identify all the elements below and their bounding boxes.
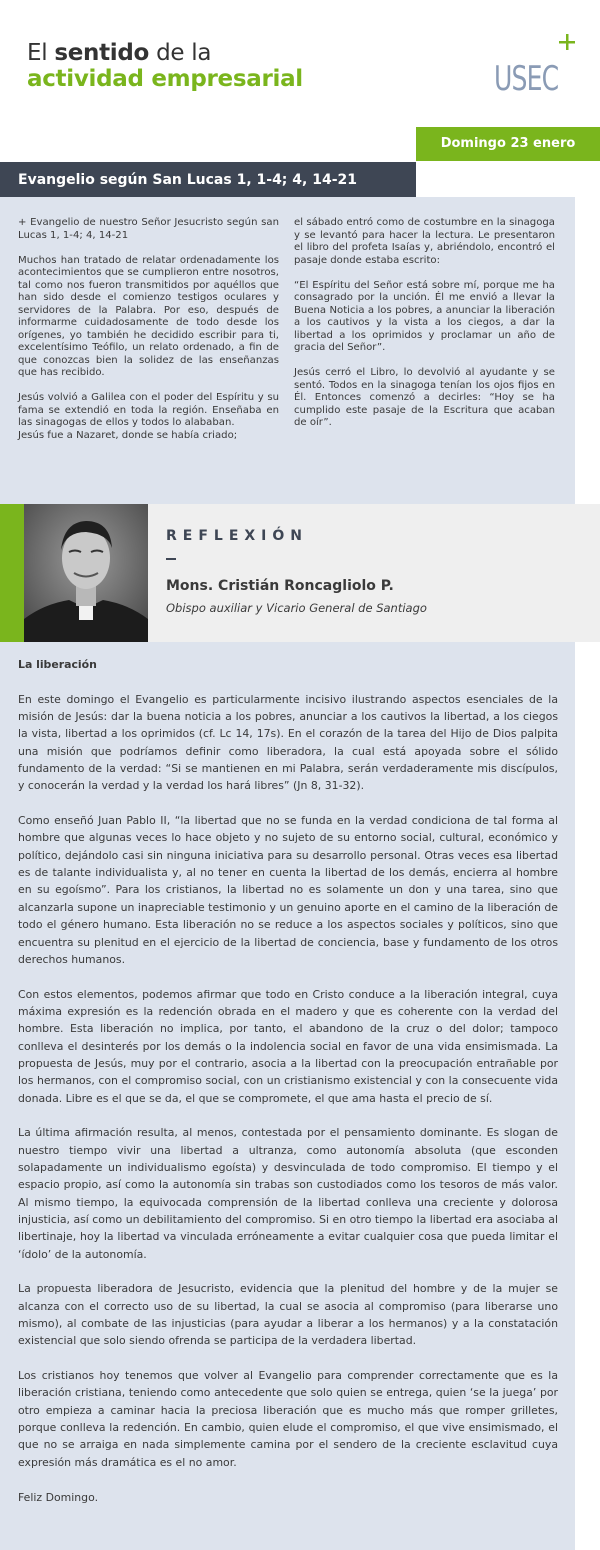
article-paragraph: Los cristianos hoy tenemos que volver al Evangelio para comprender correctamente que es la liberación cristiana, teniendo como antecedente que solo quien se entrega, quien ‘se la juega’ por otro empieza a caminar hacia la preciosa liberación que es mucho más que romper grilletes, porque conlleva la redención. En cambio, quien elude el compromiso, el que vive ensimismado, el que no se arraiga en nada simplemente camina por el sendero de la creciente esclavitud cuya expresión más dramática es el no amor.: [18, 1369, 558, 1469]
page-title: [27, 40, 303, 92]
reflection-article: [18, 656, 558, 1523]
author-photo: [24, 504, 148, 642]
accent-stripe: [0, 504, 24, 642]
author-name: Mons. Cristián Roncagliolo P.: [166, 578, 394, 594]
title-line1-pre: El: [27, 40, 55, 66]
date-banner: Domingo 23 enero: [416, 127, 600, 161]
gospel-paragraph: el sábado entró como de costumbre en la sinagoga y se levantó para hacer la lectura. Le presentaron el libro del profeta Isaías y, abriéndolo, encontró el pasaje donde estaba escrito:: [294, 217, 555, 266]
logo-plus-h: [559, 41, 575, 44]
gospel-paragraph: + Evangelio de nuestro Señor Jesucristo según san Lucas 1, 1-4; 4, 14-21: [18, 217, 279, 241]
gospel-paragraph: Jesús cerró el Libro, lo devolvió al ayudante y se sentó. Todos en la sinagoga tenían los ojos fijos en Él. Entonces comenzó a decirles: “Hoy se ha cumplido este pasaje de la Escritura que acaban de oír”.: [294, 367, 555, 428]
article-paragraph: En este domingo el Evangelio es particularmente incisivo ilustrando aspectos esenciales de la misión de Jesús: dar la buena noticia a los pobres, anunciar a los cautivos la libertad, a los ciegos la vista, libertad a los oprimidos (cf. Lc 14, 17s). En el corazón de la tarea del Hijo de Dios palpita una misión que podríamos definir como liberadora, la cual está apoyada sobre el sólido fundamento de la verdad: “Si se mantienen en mi Palabra, serán verdaderamente mis discípulos, y conocerán la verdad y la verdad los hará libres” (Jn 8, 31-32).: [18, 692, 558, 793]
gospel-paragraph: Jesús fue a Nazaret, donde se había criado;: [18, 429, 238, 441]
title-line1-post: de la: [149, 40, 212, 66]
article-paragraph: La última afirmación resulta, al menos, contestada por el pensamiento dominante. Es slogan de nuestro tiempo vivir una libertad a ultranza, como autonomía absoluta (que esconden solapadamente un individualismo egoísta) y desvinculada de todo compromiso. El tiempo y el espacio propio, así como la autonomía sin trabas son custodiados como los tesoros de más valor. Al mismo tiempo, la equivocada comprensión de la libertad conlleva una creciente y dolorosa injusticia, así como un debilitamiento del compromiso. Si en otro tiempo la libertad era asociaba al libertinaje, hoy la libertad va vinculada erróneamente a evitar cualquier cosa que pueda limitar el ‘ídolo’ de la autonomía.: [18, 1126, 558, 1261]
reflection-label: REFLEXIÓN: [166, 528, 309, 544]
title-line2: actividad empresarial: [27, 66, 303, 92]
usec-logo: [494, 34, 578, 94]
reflection-header: [0, 504, 600, 642]
gospel-paragraph: Jesús volvió a Galilea con el poder del Espíritu y su fama se extendió en toda la región. Enseñaba en las sinagogas de ellos y todos lo alababan.: [18, 392, 279, 428]
reflection-dash: [166, 558, 176, 560]
gospel-paragraph: Muchos han tratado de relatar ordenadamente los acontecimientos que se cumplieron entre nosotros, tal como nos fueron transmitidos por aquéllos que han sido desde el comienzo testigos oculares y servidores de la Palabra. Por eso, después de informarme cuidadosamente de todo desde los orígenes, yo también he decidido escribir para ti, excelentísimo Teófilo, un relato ordenado, a fin de que conozcas bien la solidez de las enseñanzas que has recibido.: [18, 254, 279, 378]
gospel-column-2: [294, 217, 555, 442]
gospel-paragraph: “El Espíritu del Señor está sobre mí, porque me ha consagrado por la unción. Él me envió a llevar la Buena Noticia a los pobres, a anunciar la liberación a los cautivos y la vista a los ciegos, a dar la libertad a los oprimidos y proclamar un año de gracia del Señor”.: [294, 279, 555, 353]
author-role: Obispo auxiliar y Vicario General de Santiago: [166, 601, 427, 615]
logo-text: USEC: [494, 59, 559, 94]
article-paragraph: La propuesta liberadora de Jesucristo, evidencia que la plenitud del hombre y de la mujer se alcanza con el correcto uso de su libertad, la cual se asocia al compromiso (para liberarse uno mismo), al combate de las injusticias (para ayudar a liberar a los hermanos) y a la constatación existencial que solo siendo ofrenda se participa de la verdadera libertad.: [18, 1282, 558, 1348]
article-subtitle: La liberación: [18, 658, 97, 671]
article-paragraph: Con estos elementos, podemos afirmar que todo en Cristo conduce a la liberación integral, cuya máxima expresión es la redención obrada en el madero y que es coherente con la verdad del hombre. Esta liberación no implica, por tanto, el abandono de la cruz o del dolor; tampoco conlleva el desinterés por los demás o la indolencia social en favor de una vida ensimismada. La propuesta de Jesús, muy por el contrario, asocia a la libertad con la preocupación entrañable por los hermanos, con el compromiso social, con un cristianismo existencial y con la consecuente vida donada. Libre es el que se da, el que se compromete, el que ama hasta el precio de sí.: [18, 987, 558, 1105]
article-paragraph: Como enseñó Juan Pablo II, “la libertad que no se funda en la verdad condiciona de tal forma al hombre que algunas veces lo hace objeto y no sujeto de su entorno social, cultural, económico y político, dejándolo casi sin ninguna iniciativa para su desarrollo personal. Otras veces esa libertad es de talante individualista y, al no tener en cuenta la libertad de los demás, encierra al hombre en su egoísmo”. Para los cristianos, la libertad no es solamente un don y una tarea, sino que alcanzarla supone un inapreciable testimonio y un genuino aporte en el camino de la liberación de todo el género humano. Esta liberación no se reduce a los aspectos sociales y políticos, sino que encuentra su plenitud en el ejercicio de la libertad de conciencia, base y fundamento de los otros derechos humanos.: [18, 814, 558, 966]
gospel-title-bar: Evangelio según San Lucas 1, 1-4; 4, 14-21: [0, 162, 416, 197]
title-line1-bold: sentido: [54, 40, 150, 66]
page-header: [0, 0, 600, 130]
gospel-column-1: [18, 217, 279, 455]
author-portrait-image: [24, 504, 148, 642]
article-closing: Feliz Domingo.: [18, 1490, 99, 1504]
